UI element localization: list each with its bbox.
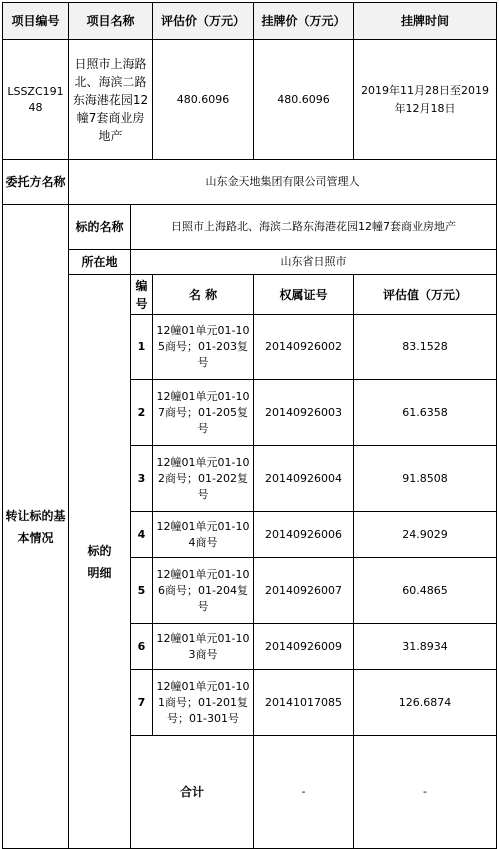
project-name: 日照市上海路北、海滨二路东海港花园12幢7套商业房地产 — [69, 40, 153, 160]
row-value: 83.1528 — [354, 315, 497, 380]
detail-col-cert: 权属证号 — [254, 275, 354, 315]
row-no: 2 — [131, 380, 153, 446]
total-name: - — [254, 736, 354, 849]
subject-location-value: 山东省日照市 — [131, 250, 497, 275]
detail-col-no: 编号 — [131, 275, 153, 315]
row-value: 61.6358 — [354, 380, 497, 446]
row-cert: 20140926006 — [254, 512, 354, 558]
row-name: 12幢01单元01-105商号；01-203复号 — [153, 315, 254, 380]
basic-info-label: 转让标的基本情况 — [3, 205, 69, 849]
row-cert: 20141017085 — [254, 670, 354, 736]
row-value: 126.6874 — [354, 670, 497, 736]
row-cert: 20140926004 — [254, 446, 354, 512]
header-list-price: 挂牌价（万元） — [254, 3, 354, 40]
row-no: 6 — [131, 624, 153, 670]
total-cert: - — [354, 736, 497, 849]
header-list-time: 挂牌时间 — [354, 3, 497, 40]
row-name: 12幢01单元01-101商号；01-201复号；01-301号 — [153, 670, 254, 736]
row-value: 60.4865 — [354, 558, 497, 624]
row-no: 4 — [131, 512, 153, 558]
client-row — [3, 160, 497, 205]
project-list-time: 2019年11月28日至2019年12月18日 — [354, 40, 497, 160]
header-eval-price: 评估价（万元） — [153, 3, 254, 40]
row-value: 24.9029 — [354, 512, 497, 558]
project-eval-price: 480.6096 — [153, 40, 254, 160]
subject-location-row — [3, 250, 497, 275]
header-project-name: 项目名称 — [69, 3, 153, 40]
detail-col-value: 评估值（万元） — [354, 275, 497, 315]
project-no: LSSZC19148 — [3, 40, 69, 160]
subject-name-value: 日照市上海路北、海滨二路东海港花园12幢7套商业房地产 — [131, 205, 497, 250]
row-no: 7 — [131, 670, 153, 736]
row-no: 3 — [131, 446, 153, 512]
header-project-no: 项目编号 — [3, 3, 69, 40]
subject-name-row — [3, 205, 497, 250]
row-name: 12幢01单元01-106商号；01-204复号 — [153, 558, 254, 624]
project-list-price: 480.6096 — [254, 40, 354, 160]
subject-location-label: 所在地 — [69, 250, 131, 275]
total-label: 合计 — [131, 736, 254, 849]
client-value: 山东金天地集团有限公司管理人 — [69, 160, 497, 205]
detail-label: 标的明细 — [69, 275, 131, 849]
header-row — [3, 3, 497, 40]
row-no: 5 — [131, 558, 153, 624]
detail-header-row — [3, 275, 497, 315]
row-cert: 20140926003 — [254, 380, 354, 446]
row-value: 91.8508 — [354, 446, 497, 512]
row-cert: 20140926007 — [254, 558, 354, 624]
subject-name-label: 标的名称 — [69, 205, 131, 250]
row-no: 1 — [131, 315, 153, 380]
row-cert: 20140926002 — [254, 315, 354, 380]
row-name: 12幢01单元01-103商号 — [153, 624, 254, 670]
row-name: 12幢01单元01-102商号；01-202复号 — [153, 446, 254, 512]
client-label: 委托方名称 — [3, 160, 69, 205]
row-value: 31.8934 — [354, 624, 497, 670]
project-row — [3, 40, 497, 160]
detail-col-name: 名 称 — [153, 275, 254, 315]
row-name: 12幢01单元01-104商号 — [153, 512, 254, 558]
listing-table — [2, 2, 497, 849]
row-cert: 20140926009 — [254, 624, 354, 670]
row-name: 12幢01单元01-107商号；01-205复号 — [153, 380, 254, 446]
